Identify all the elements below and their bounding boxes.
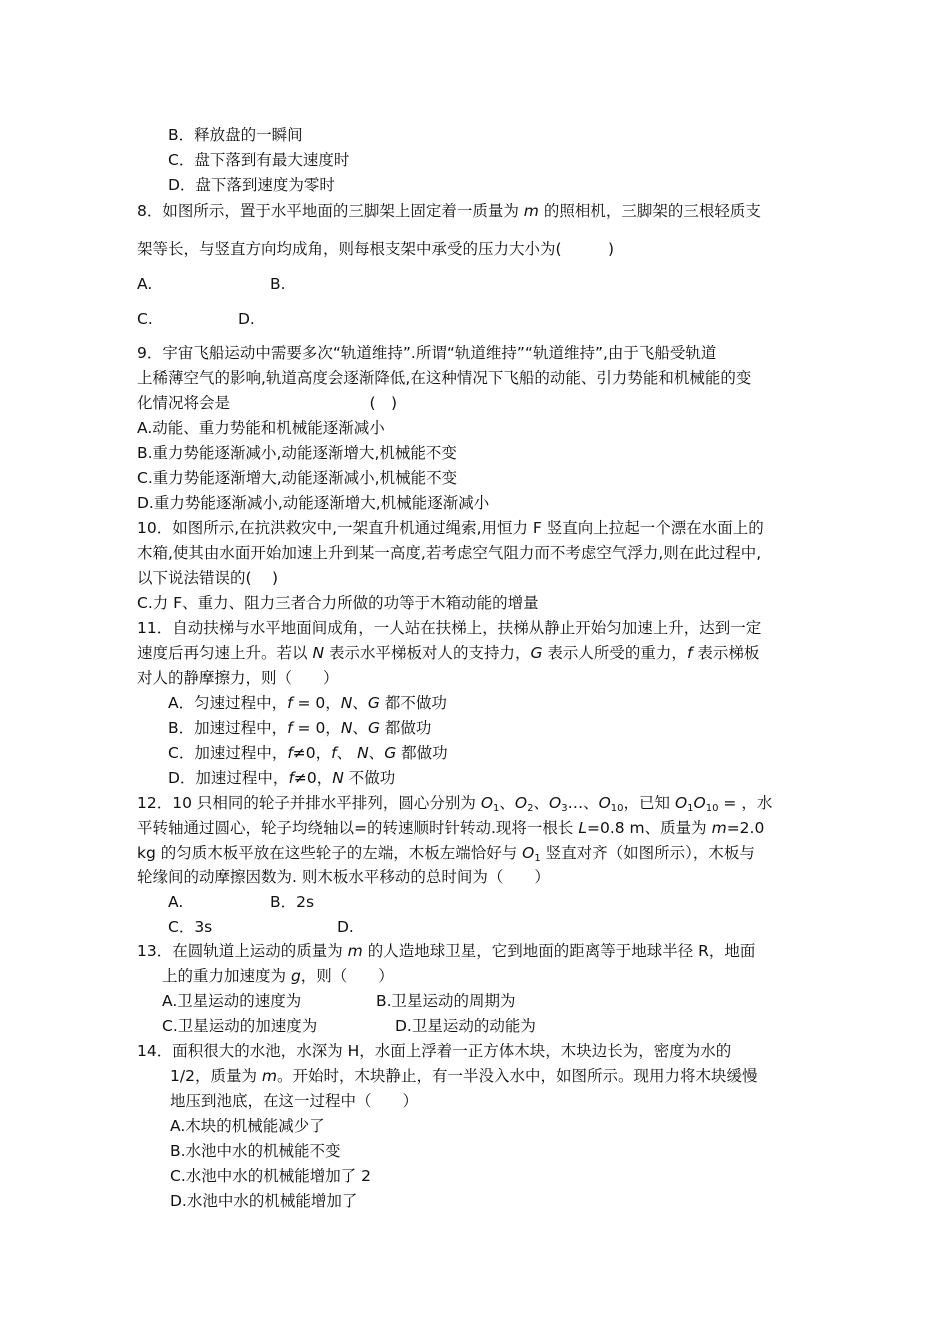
q9-stem-line-1: 9．宇宙飞船运动中需要多次“轨道维持”.所谓“轨道维持”“轨道维持”,由于飞船受轨道: [137, 344, 717, 362]
q11-text: 速度后再匀速上升。若以: [137, 644, 313, 662]
q12-stem-line-2: [137, 817, 764, 839]
q11-var-n: N: [312, 644, 325, 662]
q11-var-f: f: [686, 644, 693, 662]
q11-var-f: f: [287, 744, 293, 762]
q12-var-m: m: [711, 819, 727, 837]
q12-sub: 1: [687, 803, 694, 814]
q11-text: 表示人所受的重力，: [542, 644, 687, 662]
q8-stem-line-1: [137, 200, 761, 222]
q12-stem-line-4: 轮缘间的动摩擦因数为. 则木板水平移动的总时间为（ ）: [137, 868, 550, 886]
q11-var-g: G: [367, 694, 380, 712]
q14-option-c: C.水池中水的机械能增加了 2: [170, 1167, 372, 1185]
q12-sub: 2: [527, 803, 534, 814]
q11-var-n: N: [340, 719, 353, 737]
q12-var-o: O: [522, 844, 535, 862]
q11-stem-line-3: 对人的静摩擦力，则（ ）: [137, 669, 339, 687]
q11-stem-line-2: [137, 642, 759, 664]
q9-stem-line-2: 上稀薄空气的影响,轨道高度会逐渐降低,在这种情况下飞船的动能、引力势能和机械能的变: [137, 369, 752, 387]
q11-text: = 0，: [292, 719, 341, 737]
q8-stem-line-2: 架等长，与竖直方向均成角，则每根支架中承受的压力大小为( ): [137, 240, 615, 258]
q10-stem-line-2: 木箱,使其由水面开始加速上升到某一高度,若考虑空气阻力而不考虑空气浮力,则在此过程中,: [137, 544, 762, 562]
q11-var-g: G: [384, 744, 397, 762]
q12-option-d: D.: [337, 918, 354, 936]
q14-text: 1/2，质量为: [170, 1067, 262, 1085]
q14-var-m: m: [261, 1067, 277, 1085]
q10-stem-line-3: 以下说法错误的( ): [137, 569, 279, 587]
q13-text: ，则（ ）: [300, 967, 394, 985]
q11-stem-line-1: 11．自动扶梯与水平地面间成角，一人站在扶梯上，扶梯从静止开始匀加速上升，达到一定: [137, 619, 762, 637]
q11-text: 都做功: [379, 719, 432, 737]
q13-stem-line-1: [137, 940, 755, 962]
q9-option-c: C.重力势能逐渐增大,动能逐渐减小,机械能不变: [137, 469, 458, 487]
q13-text: 的人造地球卫星，它到地面的距离等于地球半径 R，地面: [362, 942, 756, 960]
q11-var-n: N: [340, 694, 353, 712]
q11-text: ≠0，: [292, 744, 332, 762]
q8-text: 8．如图所示，置于水平地面的三脚架上固定着一质量为: [137, 202, 524, 220]
q11-text: 表示水平梯板对人的支持力，: [324, 644, 531, 662]
q12-text: =2.0: [726, 819, 765, 837]
q12-text: = ，水: [718, 794, 773, 812]
q11-var-f: f: [288, 769, 294, 787]
q9-option-a: A.动能、重力势能和机械能逐渐减小: [137, 419, 385, 437]
q12-option-b: B．2s: [270, 893, 315, 911]
q12-var-o: O: [549, 794, 562, 812]
q12-text: 、: [533, 794, 549, 812]
q14-stem-line-3: 地压到池底，在这一过程中（ ）: [170, 1092, 419, 1110]
q12-option-c: C．3s: [168, 918, 213, 936]
q12-var-l: L: [578, 819, 587, 837]
q13-option-c: C.卫星运动的加速度为: [162, 1017, 318, 1035]
q13-var-m: m: [347, 942, 363, 960]
q12-text: 平转轴通过圆心，轮子均绕轴以=的转速顺时针转动.现将一根长: [137, 819, 579, 837]
q11-text: 、: [352, 719, 368, 737]
q11-text: ≠0，: [293, 769, 333, 787]
q10-stem-line-1: 10．如图所示,在抗洪救灾中,一架直升机通过绳索,用恒力 F 竖直向上拉起一个漂在水面上的: [137, 519, 764, 537]
q11-text: 、: [336, 744, 358, 762]
q12-option-a: A.: [168, 893, 184, 911]
q11-text: C．加速过程中，: [168, 744, 288, 762]
q9-option-b: B.重力势能逐渐减小,动能逐渐增大,机械能不变: [137, 444, 457, 462]
q11-var-g: G: [367, 719, 380, 737]
q11-text: D．加速过程中，: [168, 769, 289, 787]
q13-option-a: A.卫星运动的速度为: [162, 992, 302, 1010]
q12-sub: 1: [493, 803, 500, 814]
q9-stem-line-3: 化情况将会是 ( ): [137, 394, 398, 412]
q9-option-d: D.重力势能逐渐减小,动能逐渐增大,机械能逐渐减小: [137, 494, 490, 512]
q12-sub: 10: [610, 803, 624, 814]
q12-sub: 1: [534, 853, 541, 864]
q8-option-c: C.: [137, 310, 153, 328]
q7-option-d: D．盘下落到速度为零时: [168, 176, 335, 194]
q11-option-c: [168, 742, 448, 764]
q11-text: 表示梯板: [692, 644, 760, 662]
q11-text: 、: [352, 694, 368, 712]
q14-text: 。开始时，木块静止，有一半没入水中，如图所示。现用力将木块缓慢: [276, 1067, 758, 1085]
q12-sub: 3: [561, 803, 568, 814]
q14-option-b: B.水池中水的机械能不变: [170, 1142, 341, 1160]
q7-option-b: B．释放盘的一瞬间: [168, 126, 303, 144]
q11-var-f: f: [287, 694, 293, 712]
q12-text: 、: [499, 794, 515, 812]
q11-text: 都做功: [396, 744, 448, 762]
q11-text: 都不做功: [379, 694, 447, 712]
q12-var-o: O: [693, 794, 706, 812]
q14-option-d: D.水池中水的机械能增加了: [170, 1192, 358, 1210]
q13-stem-line-2: [162, 965, 394, 987]
q11-var-n: N: [332, 769, 344, 787]
q11-var-f: f: [331, 744, 337, 762]
q11-text: A．匀速过程中，: [168, 694, 288, 712]
q11-var-g: G: [530, 644, 543, 662]
q13-option-b: B.卫星运动的周期为: [376, 992, 516, 1010]
q12-text: 12．10 只相同的轮子并排水平排列，圆心分别为: [137, 794, 481, 812]
q12-var-o: O: [514, 794, 528, 812]
q11-text: 、: [368, 744, 385, 762]
q7-option-c: C．盘下落到有最大速度时: [168, 151, 350, 169]
q14-option-a: A.木块的机械能减少了: [170, 1117, 325, 1135]
q12-text: ，已知: [623, 794, 675, 812]
q12-text: 竖直对齐（如图所示），木板与: [540, 844, 755, 862]
q13-text: 13．在圆轨道上运动的质量为: [137, 942, 348, 960]
q14-stem-line-1: 14．面积很大的水池，水深为 H，水面上浮着一正方体木块，木块边长为，密度为水的: [137, 1042, 732, 1060]
q12-sub: 10: [705, 803, 719, 814]
q8-option-a: A.: [137, 275, 153, 293]
q11-text: B．加速过程中，: [168, 719, 288, 737]
q11-option-b: [168, 717, 431, 739]
q12-var-o: O: [480, 794, 494, 812]
q11-option-a: [168, 692, 447, 714]
q10-option-c: C.力 F、重力、阻力三者合力所做的功等于木箱动能的增量: [137, 594, 539, 612]
q11-var-n: N: [357, 744, 369, 762]
q11-text: 不做功: [343, 769, 396, 787]
q12-var-o: O: [598, 794, 611, 812]
q14-stem-line-2: [170, 1065, 758, 1087]
q12-text: kg 的匀质木板平放在这些轮子的左端，木板左端恰好与: [137, 844, 523, 862]
q8-var-m: m: [523, 202, 539, 220]
q11-text: = 0，: [292, 694, 341, 712]
q8-option-b: B.: [270, 275, 286, 293]
q11-option-d: [168, 767, 395, 789]
q13-text: 上的重力加速度为: [162, 967, 291, 985]
q12-var-o: O: [674, 794, 688, 812]
q8-text: 的照相机，三脚架的三根轻质支: [538, 202, 761, 220]
q11-var-f: f: [287, 719, 293, 737]
q8-option-d: D.: [238, 310, 255, 328]
q12-text: =0.8 m、质量为: [586, 819, 712, 837]
q13-option-d: D.卫星运动的动能为: [395, 1017, 536, 1035]
q12-text: …、: [567, 794, 599, 812]
q12-stem-line-1: [137, 792, 772, 820]
q13-var-g: g: [290, 967, 301, 985]
